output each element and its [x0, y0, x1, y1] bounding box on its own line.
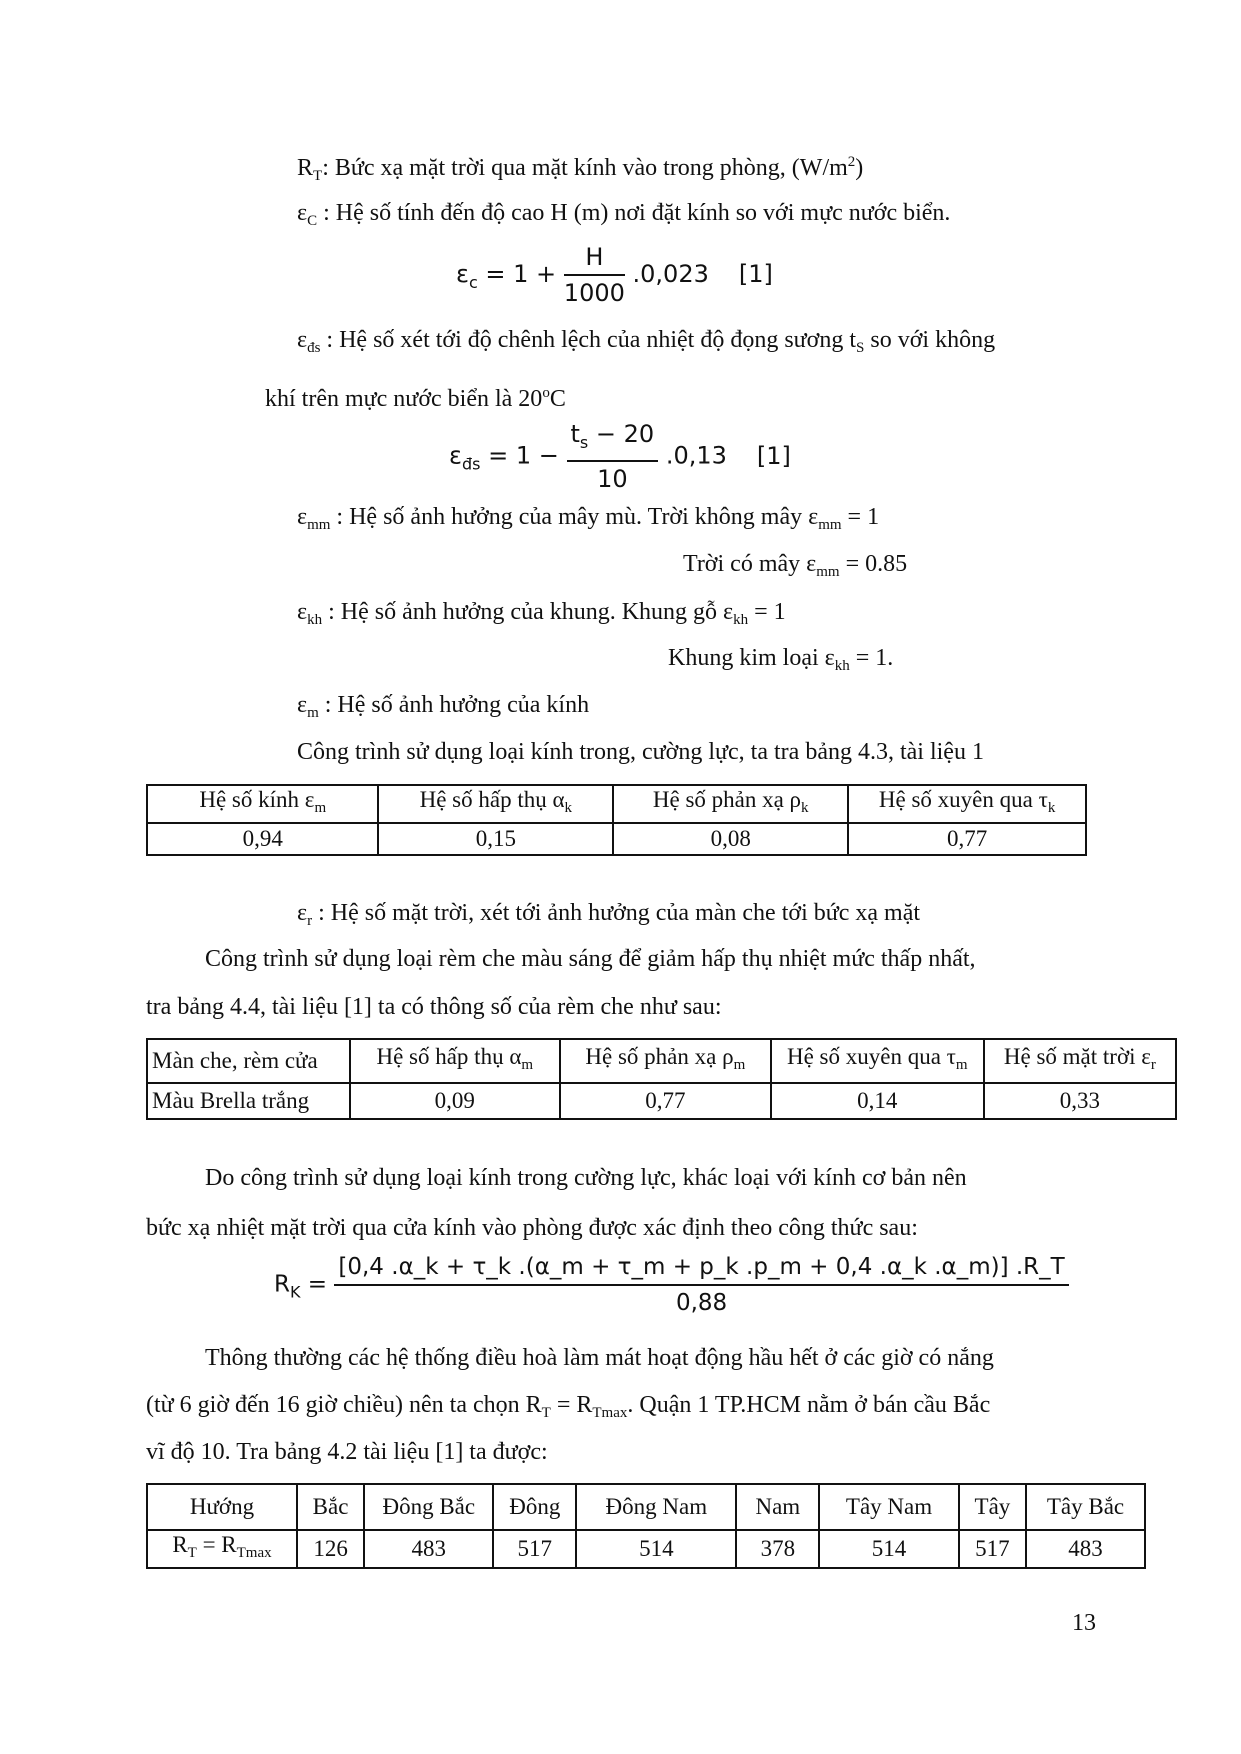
table-header-cell: Tây Bắc [1026, 1484, 1145, 1530]
table-cell: 483 [1026, 1530, 1145, 1568]
table-cell: 0,77 [560, 1083, 771, 1119]
eds-formula: $\varepsilon_{đs} = 1$ − $\frac{t_s - 20}{10}$ .0,13 [1] [449, 420, 791, 493]
table-cell: 0,14 [771, 1083, 984, 1119]
table-header-cell: Đông Nam [576, 1484, 736, 1530]
tt-paragraph-2: (từ 6 giờ đến 16 giờ chiều) nên ta chọn $R_T = R_{Tmax}$. Quận 1 TP.HCM nằm ở bán cầu Bắc [146, 1392, 991, 1421]
table-row [147, 1530, 1145, 1568]
table-header-cell: Hệ số phản xạ $\rho_m$ [560, 1039, 771, 1083]
rk-formula: $R_K$ = [0,4 .α_k + τ_k .(α_m + τ_m + p_k .p_m + 0,4 .α_k .α_m)] .R_T 0,88 [274, 1252, 1069, 1318]
table-header-cell: Hệ số kính $\varepsilon_m$ [147, 785, 378, 823]
table-cell: 517 [959, 1530, 1026, 1568]
table-header-cell: Hệ số phản xạ $\rho_k$ [613, 785, 848, 823]
emm-line2: Trời có mây $\varepsilon_{mm} = 0.85$ [683, 551, 908, 580]
table-cell: 517 [493, 1530, 576, 1568]
table-cell: 0,94 [147, 823, 378, 855]
ec-definition: $\varepsilon_C$ : Hệ số tính đến độ cao H (m) nơi đặt kính so với mực nước biển. [297, 200, 951, 229]
table-header-cell: Đông Bắc [364, 1484, 493, 1530]
table-header-cell: Đông [493, 1484, 576, 1530]
emm-definition: $\varepsilon_{mm}$ : Hệ số ảnh hưởng của mây mù. Trời không mây $\varepsilon_{mm} = 1$ [297, 504, 880, 533]
rt-definition: $R_T$: Bức xạ mặt trời qua mặt kính vào trong phòng, $(W/m^2)$ [297, 154, 864, 184]
table-row-label: $R_T = R_{Tmax}$ [147, 1530, 297, 1568]
curtain-table [146, 1038, 1177, 1120]
ekh-line2: Khung kim loại $\varepsilon_{kh} = 1$. [668, 645, 894, 674]
table-header-cell: Hệ số hấp thụ $\alpha_k$ [378, 785, 613, 823]
table-row [147, 823, 1086, 855]
table-header-cell: Hệ số hấp thụ $\alpha_m$ [350, 1039, 560, 1083]
table-cell: 0,33 [984, 1083, 1176, 1119]
table-cell: 483 [364, 1530, 493, 1568]
table-row [147, 1083, 1176, 1119]
table-header-cell: Màn che, rèm cửa [147, 1039, 350, 1083]
do-paragraph-1: Do công trình sử dụng loại kính trong cường lực, khác loại với kính cơ bản nên [205, 1165, 967, 1191]
tt-paragraph-1: Thông thường các hệ thống điều hoà làm mát hoạt động hầu hết ở các giờ có nắng [205, 1345, 994, 1371]
table-cell: 514 [819, 1530, 959, 1568]
table-cell: Màu Brella trắng [147, 1083, 350, 1119]
ec-formula: $\varepsilon_c = 1$ + $\frac{H}{1000}$ .0,023 [1] [456, 243, 773, 307]
table-header-cell: Tây [959, 1484, 1026, 1530]
table-header-cell: Hệ số xuyên qua $\tau_k$ [848, 785, 1086, 823]
em-definition: $\varepsilon_m$ : Hệ số ảnh hưởng của kính [297, 692, 590, 721]
tt-paragraph-3: vĩ độ 10. Tra bảng 4.2 tài liệu [1] ta được: [146, 1439, 548, 1465]
table-cell: 0,09 [350, 1083, 560, 1119]
table-cell: 0,08 [613, 823, 848, 855]
table-header-cell: Nam [736, 1484, 819, 1530]
curtain-paragraph-1: Công trình sử dụng loại rèm che màu sáng để giảm hấp thụ nhiệt mức thấp nhất, [205, 946, 976, 972]
ekh-definition: $\varepsilon_{kh}$ : Hệ số ảnh hưởng của khung. Khung gỗ $\varepsilon_{kh} = 1$ [297, 599, 786, 628]
do-paragraph-2: bức xạ nhiệt mặt trời qua cửa kính vào phòng được xác định theo công thức sau: [146, 1215, 918, 1241]
page-number: 13 [1072, 1610, 1096, 1636]
table-cell: 514 [576, 1530, 736, 1568]
table-header-cell: Tây Nam [819, 1484, 959, 1530]
table-row [147, 785, 1086, 823]
table-header-cell: Hệ số mặt trời $\varepsilon_r$ [984, 1039, 1176, 1083]
direction-table [146, 1483, 1146, 1569]
table-row [147, 1484, 1145, 1530]
table-row [147, 1039, 1176, 1083]
table-header-cell: Bắc [297, 1484, 364, 1530]
table-cell: 0,15 [378, 823, 613, 855]
eds-definition: $\varepsilon_{đs}$ : Hệ số xét tới độ chênh lệch của nhiệt độ đọng sương $t_S$ so với không [297, 327, 996, 356]
curtain-paragraph-2: tra bảng 4.4, tài liệu [1] ta có thông số của rèm che như sau: [146, 994, 722, 1020]
table-cell: 0,77 [848, 823, 1086, 855]
glass-intro: Công trình sử dụng loại kính trong, cường lực, ta tra bảng 4.3, tài liệu 1 [297, 739, 984, 765]
table-header-cell: Hướng [147, 1484, 297, 1530]
table-cell: 378 [736, 1530, 819, 1568]
er-definition: $\varepsilon_r$ : Hệ số mặt trời, xét tới ảnh hưởng của màn che tới bức xạ mặt [297, 900, 921, 929]
table-cell: 126 [297, 1530, 364, 1568]
table-header-cell: Hệ số xuyên qua $\tau_m$ [771, 1039, 984, 1083]
glass-table [146, 784, 1087, 856]
eds-continuation: khí trên mực nước biển là 20$^o$C [265, 385, 566, 412]
